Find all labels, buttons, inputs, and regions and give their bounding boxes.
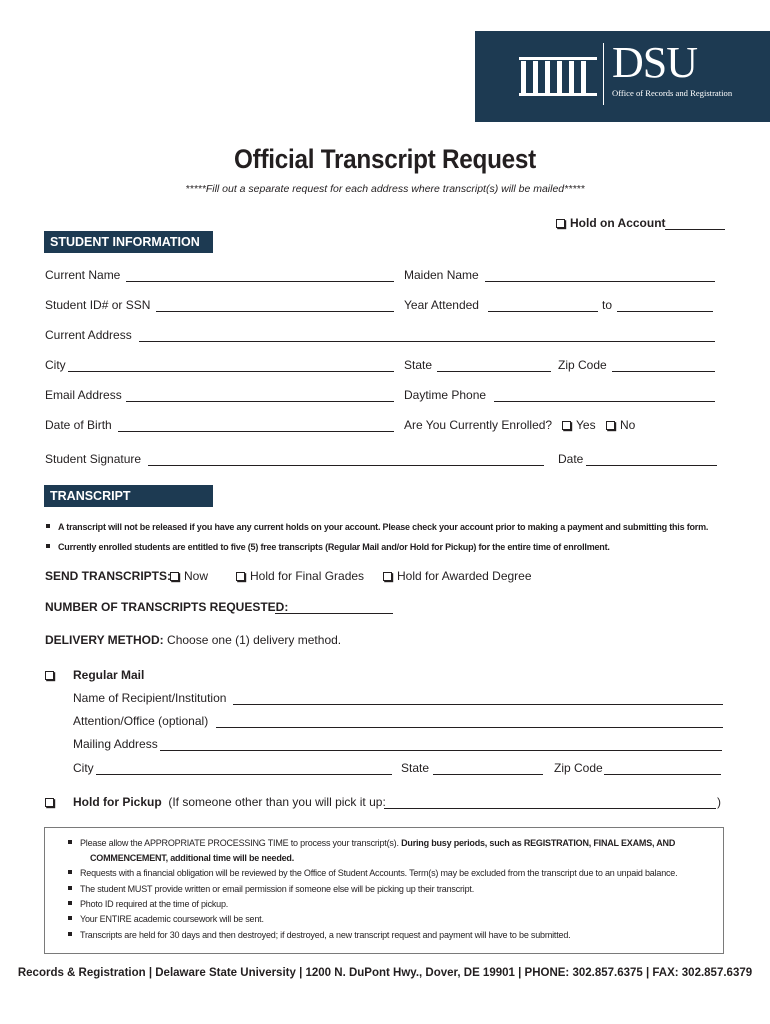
bullet-icon — [68, 932, 72, 936]
attention-field[interactable] — [216, 727, 723, 728]
enrolled-no-checkbox[interactable] — [606, 418, 635, 432]
currently-enrolled-label: Are You Currently Enrolled? — [404, 418, 553, 432]
delivery-method-label: DELIVERY METHOD: — [45, 633, 164, 647]
bullet-icon — [68, 870, 72, 874]
mail-zip-field[interactable] — [604, 774, 721, 775]
send-now-checkbox[interactable] — [170, 569, 208, 583]
year-attended-label: Year Attended — [404, 298, 479, 312]
send-transcripts-label: SEND TRANSCRIPTS: — [45, 569, 172, 583]
checkbox-icon — [383, 572, 392, 581]
dsu-logo — [475, 31, 770, 122]
checkbox-icon — [236, 572, 245, 581]
recipient-field[interactable] — [233, 704, 723, 705]
recipient-label: Name of Recipient/Institution — [73, 691, 227, 705]
note-processing-time-cont: COMMENCEMENT, additional time will be needed. — [90, 853, 295, 863]
note-processing-time: Please allow the APPROPRIATE PROCESSING TIME to process your transcript(s). During busy periods, such as REGISTRATION, FINAL EXAMS, AND — [68, 838, 675, 848]
hold-on-account-label: Hold on Account — [570, 216, 666, 230]
date-of-birth-label: Date of Birth — [45, 418, 112, 432]
delivery-method-text — [45, 633, 341, 647]
current-address-label: Current Address — [45, 328, 132, 342]
email-address-label: Email Address — [45, 388, 122, 402]
pickup-close-paren: ) — [717, 795, 721, 809]
email-address-field[interactable] — [126, 401, 394, 402]
year-attended-from-field[interactable] — [488, 311, 598, 312]
student-id-field[interactable] — [156, 311, 394, 312]
pickup-person-field[interactable] — [384, 808, 716, 809]
mailing-address-label: Mailing Address — [73, 737, 158, 751]
delivery-method-instruction: Choose one (1) delivery method. — [167, 633, 342, 647]
note-written-permission: The student MUST provide written or email permission if someone else will be picking up their transcript. — [68, 884, 474, 894]
current-name-field[interactable] — [126, 281, 394, 282]
checkbox-icon — [562, 421, 571, 430]
logo-wordmark: DSU — [612, 38, 698, 87]
state-label: State — [404, 358, 433, 372]
hold-on-account-checkbox[interactable] — [556, 216, 666, 230]
number-of-transcripts-field[interactable] — [275, 613, 393, 614]
student-information-heading: STUDENT INFORMATION — [44, 231, 213, 253]
note-entire-coursework: Your ENTIRE academic coursework will be sent. — [68, 914, 264, 924]
footer-contact: Records & Registration | Delaware State University | 1200 N. DuPont Hwy., Dover, DE 19901 | PHONE: 302.857.6375 | FAX: 302.857.6379 — [17, 967, 753, 979]
bullet-icon — [68, 840, 72, 844]
year-to-label: to — [602, 298, 613, 312]
hold-for-pickup-text — [73, 795, 386, 809]
signature-date-field[interactable] — [586, 465, 717, 466]
note-financial-obligation: Requests with a financial obligation will be reviewed by the Office of Student Accounts. Term(s) may be excluded from the transcript due to an unpaid balance. — [68, 868, 677, 878]
logo-office-name: Office of Records and Registration — [612, 88, 733, 98]
checkbox-icon — [170, 572, 179, 581]
signature-date-label: Date — [558, 452, 584, 466]
hold-final-grades-label: Hold for Final Grades — [250, 569, 365, 583]
maiden-name-label: Maiden Name — [404, 268, 479, 282]
daytime-phone-field[interactable] — [494, 401, 715, 402]
mail-zip-label: Zip Code — [554, 761, 603, 775]
checkbox-icon — [45, 671, 54, 680]
hold-awarded-degree-label: Hold for Awarded Degree — [397, 569, 532, 583]
zip-code-field[interactable] — [612, 371, 715, 372]
daytime-phone-label: Daytime Phone — [404, 388, 487, 402]
checkbox-icon — [606, 421, 615, 430]
mail-city-label: City — [73, 761, 94, 775]
state-field[interactable] — [437, 371, 551, 372]
notice-free-transcripts: Currently enrolled students are entitled to five (5) free transcripts (Regular Mail and/or Hold for Pickup) for the entire time of enrollment. — [46, 542, 610, 552]
current-address-field[interactable] — [139, 341, 715, 342]
building-columns-icon — [519, 53, 599, 103]
bullet-icon — [68, 886, 72, 890]
enrolled-no-label: No — [620, 418, 636, 432]
transcript-information-heading: TRANSCRIPT INFORMATION — [44, 485, 213, 507]
bullet-icon — [68, 916, 72, 920]
mail-city-field[interactable] — [96, 774, 392, 775]
mail-state-label: State — [401, 761, 430, 775]
enrolled-yes-checkbox[interactable] — [562, 418, 596, 432]
current-name-label: Current Name — [45, 268, 121, 282]
hold-on-account-field[interactable] — [665, 229, 725, 230]
enrolled-yes-label: Yes — [576, 418, 596, 432]
bullet-icon — [46, 524, 50, 528]
page-subtitle: *****Fill out a separate request for each address where transcript(s) will be mailed***** — [185, 183, 585, 195]
regular-mail-label: Regular Mail — [73, 668, 145, 682]
maiden-name-field[interactable] — [485, 281, 715, 282]
send-now-label: Now — [184, 569, 209, 583]
zip-code-label: Zip Code — [558, 358, 607, 372]
attention-label: Attention/Office (optional) — [73, 714, 209, 728]
date-of-birth-field[interactable] — [118, 431, 394, 432]
mail-state-field[interactable] — [433, 774, 543, 775]
regular-mail-checkbox[interactable] — [45, 668, 59, 682]
hold-awarded-degree-checkbox[interactable] — [383, 569, 532, 583]
checkbox-icon — [45, 798, 54, 807]
note-photo-id: Photo ID required at the time of pickup. — [68, 899, 228, 909]
pickup-note: (If someone other than you will pick it up: — [168, 795, 386, 809]
hold-for-pickup-label: Hold for Pickup — [73, 795, 162, 809]
student-signature-field[interactable] — [148, 465, 544, 466]
hold-for-pickup-checkbox[interactable] — [45, 795, 59, 809]
year-attended-to-field[interactable] — [617, 311, 713, 312]
city-label: City — [45, 358, 66, 372]
student-signature-label: Student Signature — [45, 452, 142, 466]
note-held-30-days: Transcripts are held for 30 days and then destroyed; if destroyed, a new transcript request and payment will have to be submitted. — [68, 930, 570, 940]
mailing-address-field[interactable] — [160, 750, 722, 751]
bullet-icon — [46, 544, 50, 548]
student-id-label: Student ID# or SSN — [45, 298, 151, 312]
logo-divider — [603, 43, 604, 105]
hold-final-grades-checkbox[interactable] — [236, 569, 364, 583]
page-title: Official Transcript Request — [234, 144, 536, 174]
city-field[interactable] — [68, 371, 394, 372]
number-of-transcripts-label: NUMBER OF TRANSCRIPTS REQUESTED: — [45, 600, 289, 614]
checkbox-icon — [556, 219, 565, 228]
notice-holds: A transcript will not be released if you have any current holds on your account. Please check your account prior to making a payment and submitting this form. — [46, 522, 708, 532]
bullet-icon — [68, 901, 72, 905]
